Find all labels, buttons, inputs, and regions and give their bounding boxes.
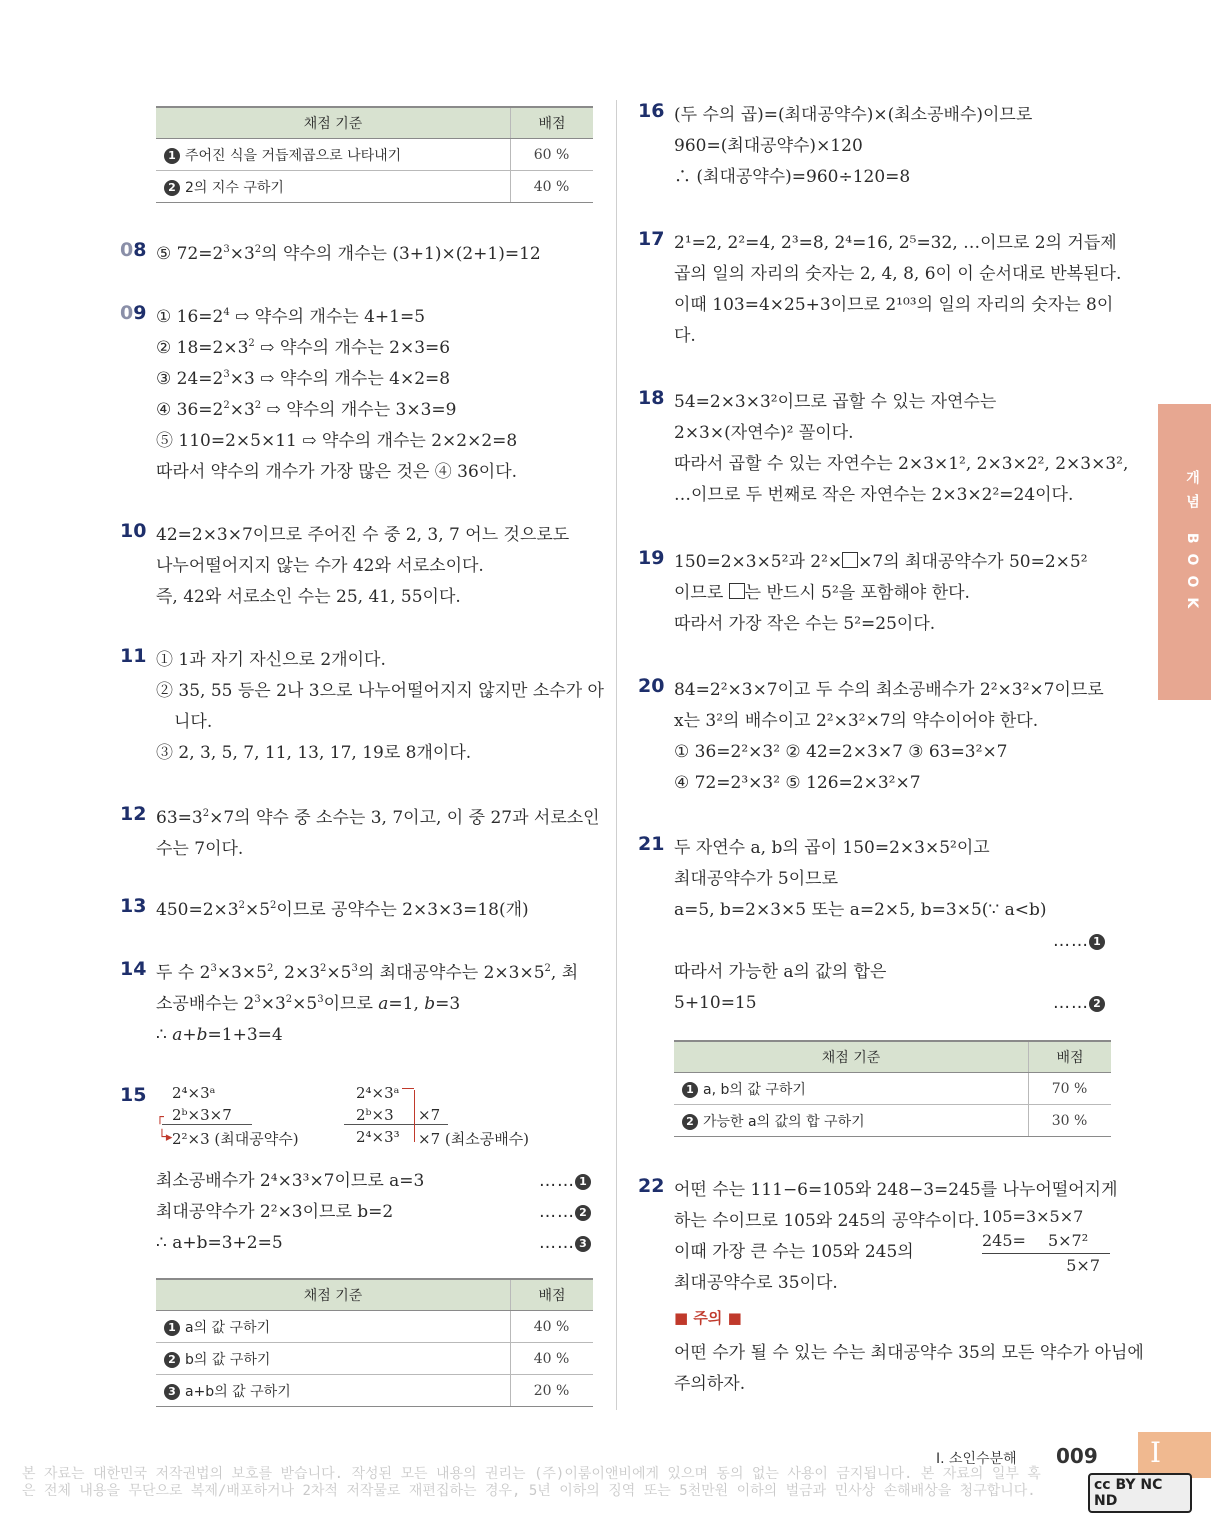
problem-number: 15	[120, 1084, 147, 1106]
table-row	[674, 1073, 1111, 1105]
corner-tab	[1138, 1432, 1211, 1478]
problem-number: 13	[120, 895, 147, 917]
table-header-points: 배점	[511, 1279, 594, 1311]
step-marker: 2	[682, 1114, 698, 1130]
problem-14: 14 두 수 $2^3\times 3\times 5^2$, $2\times 3^2\times 5^3$의 최대공약수는 $2\times 3\times 5^2$, 최 소공배수는 $2^3\times 3^2\times 5^3$이므로 a=1, b=3 ∴ a+b=1+3=4	[120, 958, 579, 1045]
corner-mark: Ⅰ	[1150, 1436, 1162, 1469]
chapter-label: Ⅰ. 소인수분해	[936, 1451, 1017, 1467]
problem-16: 16 (두 수의 곱)=(최대공약수)×(최소공배수)이므로 960=(최대공약수)×120 ∴ (최대공약수)=960÷120=8	[638, 100, 1033, 187]
problem-09: 09 ① $16=2^4$ ⇨ 약수의 개수는 4+1=5 ② $18=2\times 3^2$ ⇨ 약수의 개수는 2×3=6 ③ $24=2^3\times 3$ ⇨ 약수의 개수는 4×2=8 ④ $36=2^2\times 3^2$ ⇨ 약수의 개수는 3×3=9 ⑤ 110=2×5×11 ⇨ 약수의 개수는 2×2×2=8 따라서 약수의 개수가 가장 많은 것은 ④ 36이다.	[120, 302, 518, 482]
problem-19: 19 150=2×3×5²과 2²× ×7의 최대공약수가 50=2×5² 이므로 는 반드시 5²을 포함해야 한다. 따라서 가장 작은 수는 5²=25이다.	[638, 547, 1088, 634]
blank-box	[842, 552, 858, 568]
column-divider	[616, 100, 617, 1410]
step-marker: 3	[575, 1236, 591, 1252]
problem-17: 17 2¹=2, 2²=4, 2³=8, 2⁴=16, 2⁵=32, …이므로 2의 거듭제 곱의 일의 자리의 숫자는 2, 4, 8, 6이 이 순서대로 반복된다. 이때 103=4×25+3이므로 2¹⁰³의 일의 자리의 숫자는 8이 다.	[638, 228, 1122, 346]
step-marker: 1	[164, 1320, 180, 1336]
points-value: 40 %	[511, 1311, 594, 1343]
problem-number: 19	[638, 547, 665, 569]
criteria-label: a, b의 값 구하기	[703, 1081, 806, 1098]
page-number: 009	[1056, 1444, 1098, 1468]
table-header-criteria: 채점 기준	[156, 107, 511, 139]
problem-08: 08 ⑤ $72=2^3\times 3^2$의 약수의 개수는 (3+1)×(2+1)=12	[120, 239, 541, 264]
criteria-label: b의 값 구하기	[185, 1351, 271, 1368]
step-marker: 1	[164, 148, 180, 164]
table-row	[674, 1105, 1111, 1137]
criteria-label: 가능한 a의 값의 합 구하기	[703, 1113, 865, 1130]
score-table-15	[156, 1278, 593, 1407]
problem-number: 08	[120, 239, 147, 261]
points-value: 60 %	[511, 139, 594, 171]
table-row	[156, 171, 593, 203]
problem-number: 21	[638, 833, 665, 855]
criteria-label: 2의 지수 구하기	[185, 179, 284, 196]
problem-21: 21 두 자연수 a, b의 곱이 150=2×3×5²이고 최대공약수가 5이므로 a=5, b=2×3×5 또는 a=2×5, b=3×5(∵ a<b) …… 1 따라서 가능한 a의 값의 합은 5+10=15 …… 2	[638, 833, 1113, 1019]
problem-18: 18 54=2×3×3²이므로 곱할 수 있는 자연수는 2×3×(자연수)² 꼴이다. 따라서 곱할 수 있는 자연수는 2×3×1², 2×3×2², 2×3×3², …이므로 두 번째로 작은 자연수는 2×3×2²=24이다.	[638, 387, 1129, 505]
gcd-lcm-figure: 2⁴×3ᵃ 2ᵇ×3×7 2²×3 (최대공약수) ┌ └▸ 2⁴×3ᵃ 2ᵇ×3 ×7 2⁴×3³ ×7 (최소공배수)	[156, 1084, 530, 1148]
score-table-top	[156, 106, 593, 203]
table-header-criteria: 채점 기준	[674, 1041, 1029, 1073]
table-header-criteria: 채점 기준	[156, 1279, 511, 1311]
step-marker: 1	[575, 1174, 591, 1190]
side-tab-label: 개념 BOOK	[1184, 470, 1200, 619]
blank-box	[729, 583, 745, 599]
problem-number: 18	[638, 387, 665, 409]
problem-11: 11 ① 1과 자기 자신으로 2개이다. ② 35, 55 등은 2나 3으로 나누어떨어지지 않지만 소수가 아 니다. ③ 2, 3, 5, 7, 11, 13, 17, 19로 8개이다.	[120, 645, 604, 763]
points-value: 30 %	[1029, 1105, 1112, 1137]
problem-number: 14	[120, 958, 147, 980]
problem-number: 10	[120, 520, 147, 542]
points-value: 40 %	[511, 1343, 594, 1375]
problem-number: 17	[638, 228, 665, 250]
problem-number: 12	[120, 803, 147, 825]
step-marker: 2	[164, 1352, 180, 1368]
note-title: ■ 주의 ■	[674, 1309, 742, 1327]
step-marker: 1	[1089, 934, 1105, 950]
problem-15: 15 2⁴×3ᵃ 2ᵇ×3×7 2²×3 (최대공약수) ┌ └▸ 2⁴×3ᵃ 2ᵇ×3 ×7 2⁴×3³ ×7 (최소공배수) 최소공배수가 2⁴×3³×7이므로 a=3 …… 1 최대공약수가 2²×3이므로 b=2 …… 2 ∴ a+b=3+2=5 …… 3	[120, 1084, 595, 1259]
problem-number: 16	[638, 100, 665, 122]
problem-22: 22 어떤 수는 111−6=105와 248−3=245를 나누어떨어지게 하는 수이므로 105와 245의 공약수이다. 이때 가장 큰 수는 105와 245의 최대공약수로 35이다. 105=3×5×7 245= 5×7² 5×7 ■ 주의 ■ 어떤 수가 될 수 있는 수는 최대공약수 35의 모든 약수가 아님에 주의하자.	[638, 1175, 1144, 1394]
points-value: 70 %	[1029, 1073, 1112, 1105]
step-marker: 2	[575, 1205, 591, 1221]
problem-13: 13 $450=2\times 3^2\times 5^2$이므로 공약수는 2×3×3=18(개)	[120, 895, 529, 920]
problem-number: 20	[638, 675, 665, 697]
step-marker: 3	[164, 1384, 180, 1400]
problem-10: 10 42=2×3×7이므로 주어진 수 중 2, 3, 7 어느 것으로도 나누어떨어지지 않는 수가 42와 서로소이다. 즉, 42와 서로소인 수는 25, 41, 55이다.	[120, 520, 570, 607]
criteria-label: a+b의 값 구하기	[185, 1383, 291, 1400]
gcd-division-figure: 105=3×5×7 245= 5×7² 5×7	[982, 1205, 1110, 1278]
step-marker: 1	[682, 1082, 698, 1098]
problem-number: 11	[120, 645, 147, 667]
problem-number: 09	[120, 302, 147, 324]
table-row	[156, 139, 593, 171]
cc-license-badge	[1088, 1473, 1192, 1513]
points-value: 20 %	[511, 1375, 594, 1407]
table-row	[156, 1375, 593, 1407]
step-marker: 2	[1089, 996, 1105, 1012]
points-value: 40 %	[511, 171, 594, 203]
copyright-notice: 본 자료는 대한민국 저작권법의 보호를 받습니다. 작성된 모든 내용의 권리는 (주)이룸이앤비에게 있으며 동의 없는 사용이 금지됩니다. 본 자료의 일부 혹은 전체 내용을 무단으로 복제/배포하거나 2차적 저작물로 재편집하는 경우, 5년 이하의 징역 또는 5천만원 이하의 벌금과 민사상 손해배상을 청구합니다.	[22, 1466, 1041, 1499]
problem-12: 12 $63=3^2\times 7$의 약수 중 소수는 3, 7이고, 이 중 27과 서로소인 수는 7이다.	[120, 803, 600, 859]
criteria-label: a의 값 구하기	[185, 1319, 271, 1336]
table-row	[156, 1311, 593, 1343]
cc-license-text: cc BY NC ND	[1094, 1477, 1163, 1509]
problem-20: 20 84=2²×3×7이고 두 수의 최소공배수가 2²×3²×7이므로 x는 3²의 배수이고 2²×3²×7의 약수이어야 한다. ① 36=2²×3² ② 42=2×3×7 ③ 63=3²×7 ④ 72=2³×3² ⑤ 126=2×3²×7	[638, 675, 1104, 793]
table-header-points: 배점	[511, 107, 594, 139]
table-row	[156, 1343, 593, 1375]
table-header-points: 배점	[1029, 1041, 1112, 1073]
step-marker: 2	[164, 180, 180, 196]
criteria-label: 주어진 식을 거듭제곱으로 나타내기	[185, 147, 402, 164]
problem-number: 22	[638, 1175, 665, 1197]
score-table-21	[674, 1040, 1111, 1137]
